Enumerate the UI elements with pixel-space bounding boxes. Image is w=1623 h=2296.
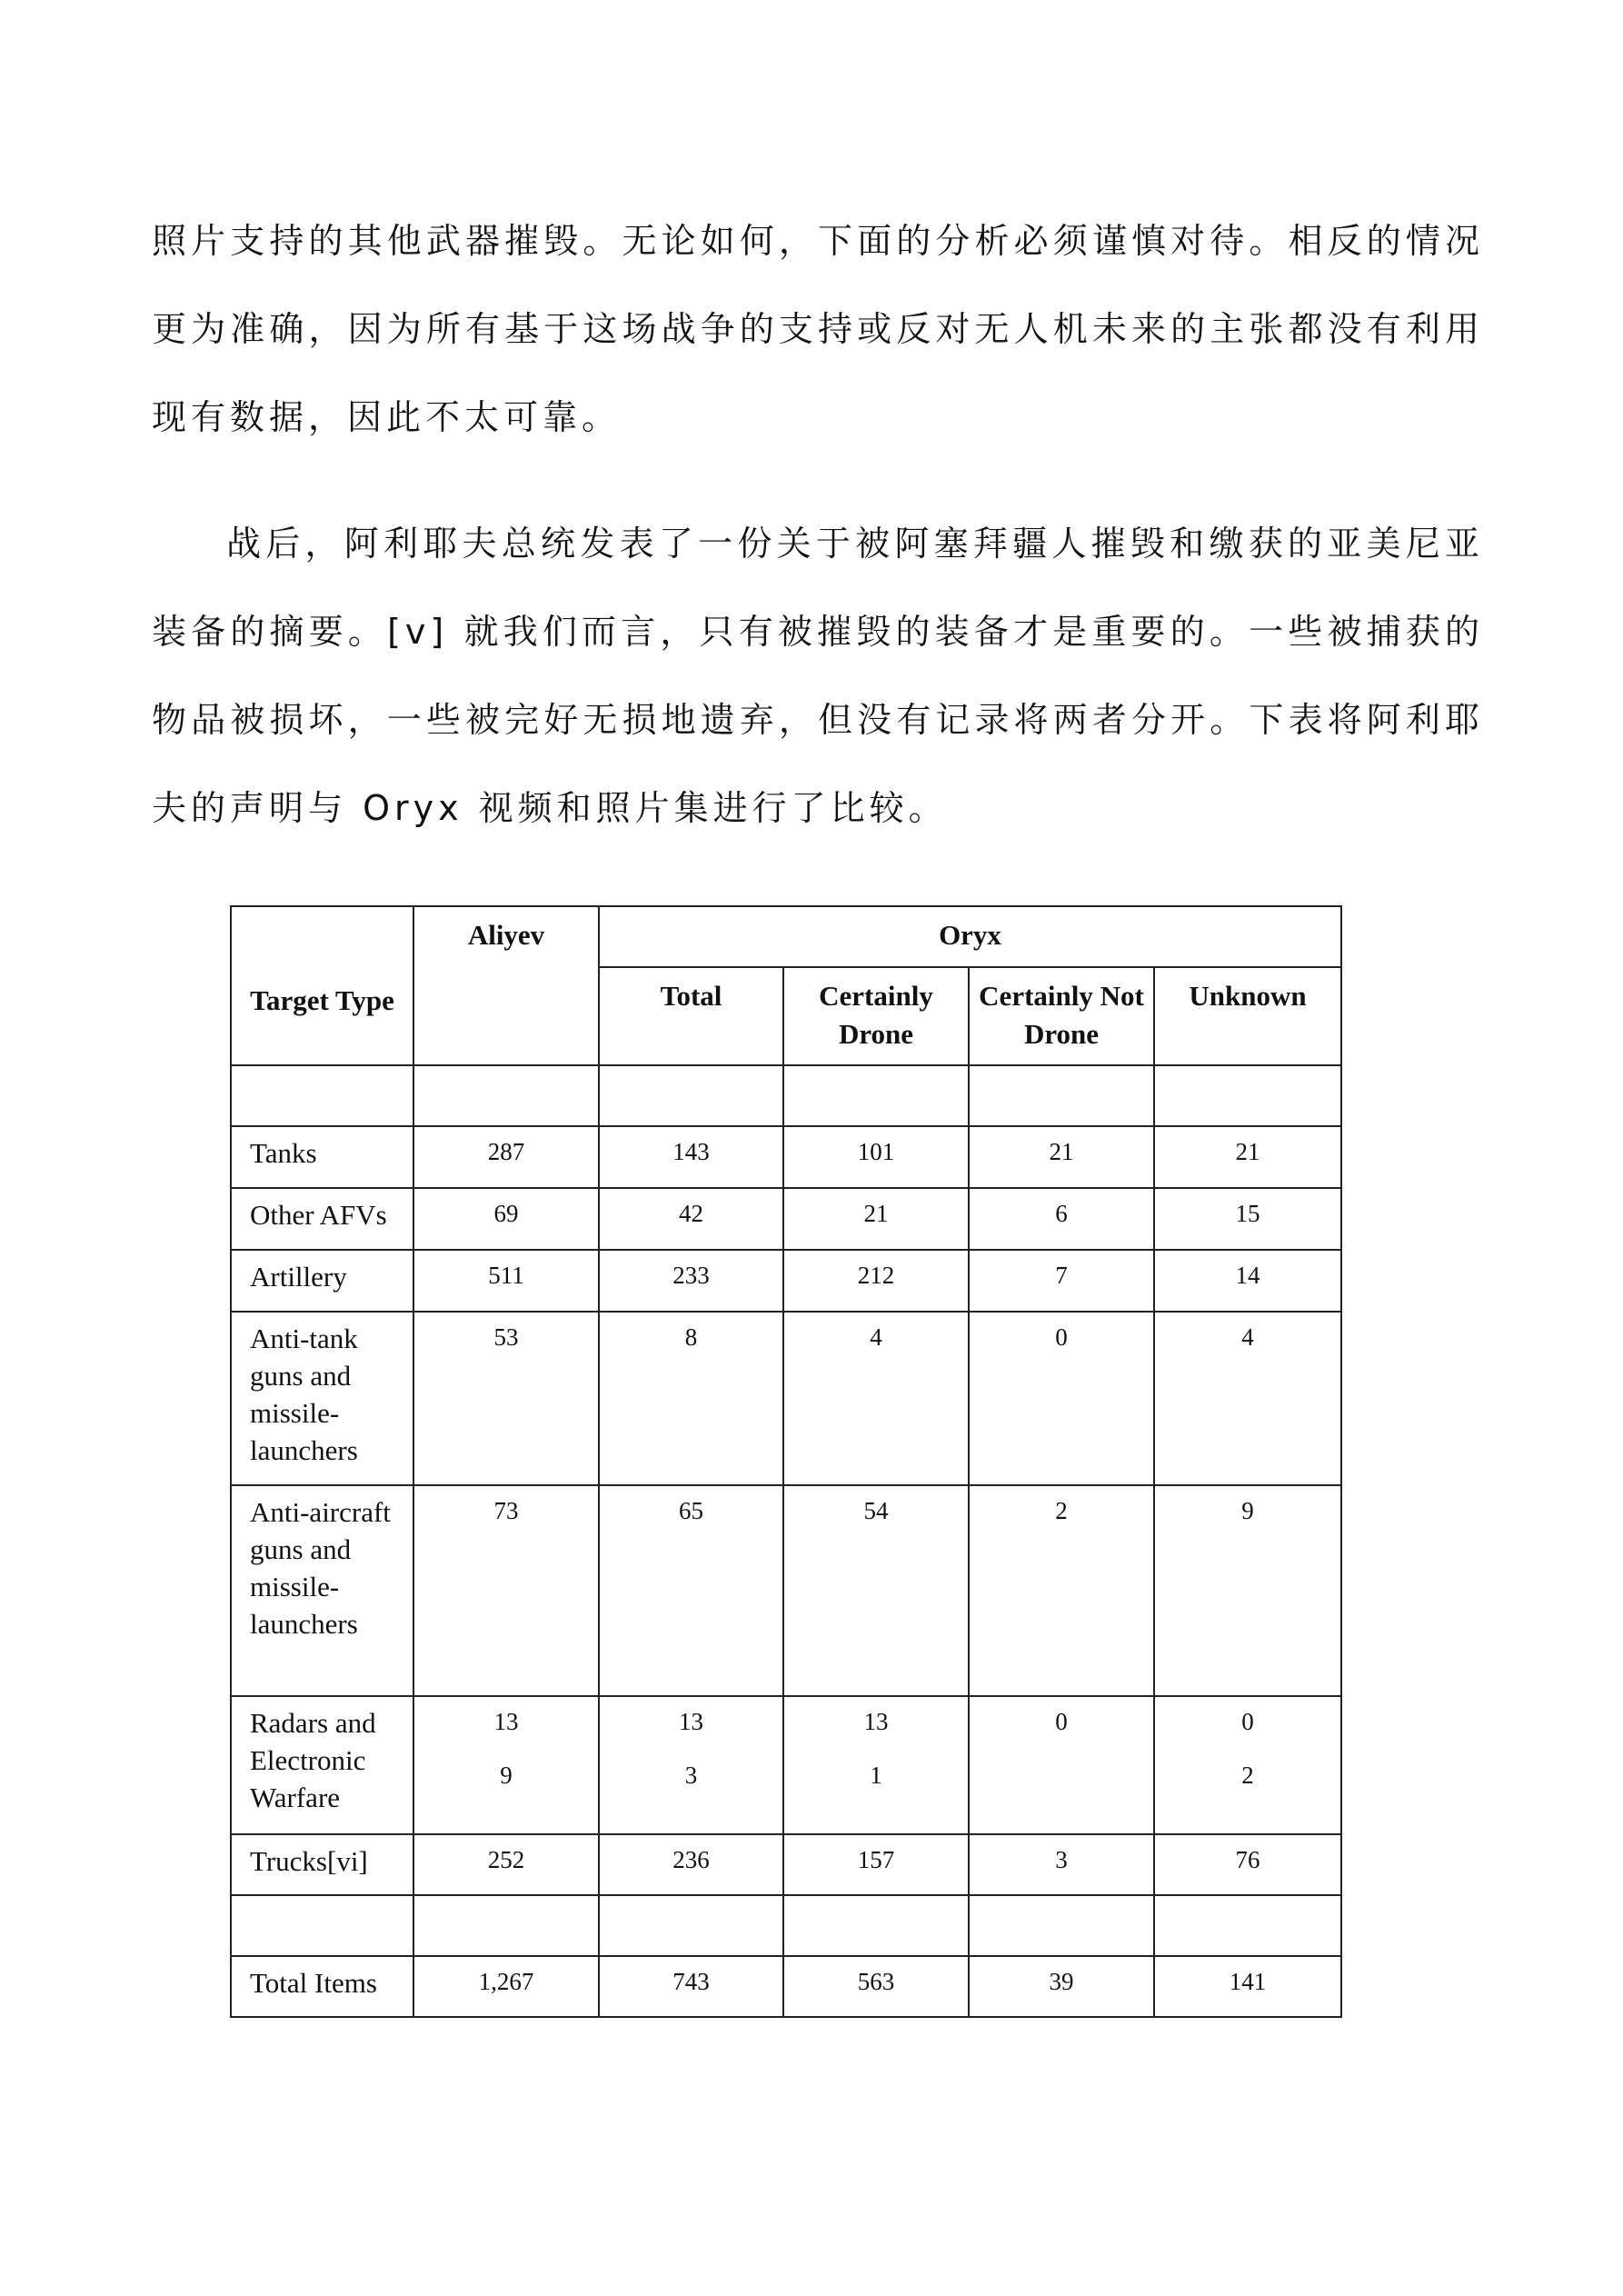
comparison-table <box>230 905 1342 2018</box>
cell-certainly-not-drone: 3 <box>969 1834 1154 1895</box>
header-target-type: Target Type <box>231 906 413 1065</box>
cell-certainly-not-drone: 6 <box>969 1188 1154 1250</box>
header-oryx: Oryx <box>599 906 1341 967</box>
header-certainly-drone: Certainly Drone <box>783 967 969 1065</box>
cell-total: 236 <box>599 1834 783 1895</box>
body-paragraph-1: 照片支持的其他武器摧毁。无论如何，下面的分析必须谨慎对待。相反的情况更为准确，因为所有基于这场战争的支持或反对无人机未来的主张都没有利用现有数据，因此不太可靠。 <box>152 221 1484 437</box>
cell-certainly-drone <box>783 1696 969 1834</box>
table-total-row <box>231 1956 1341 2017</box>
cell-unknown <box>1154 1696 1341 1834</box>
cell-unknown: 9 <box>1154 1485 1341 1696</box>
cell-total: 143 <box>599 1126 783 1188</box>
table-spacer-row <box>231 1065 1341 1126</box>
cell-certainly-not-drone: 0 <box>969 1312 1154 1485</box>
cell-certainly-drone: 563 <box>783 1956 969 2017</box>
header-unknown: Unknown <box>1154 967 1341 1065</box>
cell-aliyev <box>413 1696 599 1834</box>
cell-certainly-not-drone: 7 <box>969 1250 1154 1312</box>
row-label: Trucks[vi] <box>231 1834 413 1895</box>
table-row <box>231 1312 1341 1485</box>
cell-certainly-not-drone <box>969 1696 1154 1834</box>
table-row <box>231 1485 1341 1696</box>
cell-certainly-not-drone: 21 <box>969 1126 1154 1188</box>
cell-line: 0 <box>1241 1708 1254 1735</box>
cell-certainly-drone: 21 <box>783 1188 969 1250</box>
cell-total: 42 <box>599 1188 783 1250</box>
cell-line: 3 <box>684 1762 698 1789</box>
row-label: Anti-aircraft guns and missile-launchers <box>231 1485 413 1696</box>
cell-unknown: 76 <box>1154 1834 1341 1895</box>
cell-certainly-drone: 4 <box>783 1312 969 1485</box>
cell-line: 13 <box>863 1708 889 1735</box>
cell-total: 233 <box>599 1250 783 1312</box>
cell-unknown: 4 <box>1154 1312 1341 1485</box>
cell-total: 8 <box>599 1312 783 1485</box>
cell-line: 13 <box>679 1708 703 1735</box>
table-row <box>231 1250 1341 1312</box>
cell-aliyev: 252 <box>413 1834 599 1895</box>
cell-aliyev: 53 <box>413 1312 599 1485</box>
table-row <box>231 1126 1341 1188</box>
row-label: Total Items <box>231 1956 413 2017</box>
cell-line: 2 <box>1241 1762 1254 1789</box>
cell-total <box>599 1696 783 1834</box>
row-label: Artillery <box>231 1250 413 1312</box>
cell-total: 743 <box>599 1956 783 2017</box>
table-row <box>231 1188 1341 1250</box>
cell-certainly-not-drone: 2 <box>969 1485 1154 1696</box>
cell-certainly-drone: 157 <box>783 1834 969 1895</box>
cell-line: 1 <box>870 1762 882 1789</box>
row-label: Anti-tank guns and missile-launchers <box>231 1312 413 1485</box>
table-row <box>231 1696 1341 1834</box>
row-label: Other AFVs <box>231 1188 413 1250</box>
cell-unknown: 14 <box>1154 1250 1341 1312</box>
row-label: Tanks <box>231 1126 413 1188</box>
cell-aliyev: 69 <box>413 1188 599 1250</box>
body-paragraph-2: 战后，阿利耶夫总统发表了一份关于被阿塞拜疆人摧毁和缴获的亚美尼亚装备的摘要。[v] 就我们而言，只有被摧毁的装备才是重要的。一些被捕获的物品被损坏，一些被完好无损地遗弃，但没有记录将两者分开。下表将阿利耶夫的声明与 Oryx 视频和照片集进行了比较。 <box>152 524 1484 828</box>
cell-aliyev: 1,267 <box>413 1956 599 2017</box>
cell-certainly-drone: 101 <box>783 1126 969 1188</box>
cell-aliyev: 511 <box>413 1250 599 1312</box>
header-total: Total <box>599 967 783 1065</box>
cell-certainly-not-drone: 39 <box>969 1956 1154 2017</box>
header-certainly-not-drone: Certainly Not Drone <box>969 967 1154 1065</box>
cell-aliyev: 287 <box>413 1126 599 1188</box>
cell-aliyev: 73 <box>413 1485 599 1696</box>
cell-line: 0 <box>1055 1708 1068 1735</box>
row-label: Radars and Electronic Warfare <box>231 1696 413 1834</box>
table-spacer-row <box>231 1895 1341 1956</box>
header-aliyev: Aliyev <box>413 906 599 1065</box>
cell-line: 13 <box>493 1708 519 1735</box>
cell-total: 65 <box>599 1485 783 1696</box>
cell-certainly-drone: 212 <box>783 1250 969 1312</box>
cell-unknown: 141 <box>1154 1956 1341 2017</box>
cell-unknown: 21 <box>1154 1126 1341 1188</box>
table-row <box>231 1834 1341 1895</box>
cell-certainly-drone: 54 <box>783 1485 969 1696</box>
cell-unknown: 15 <box>1154 1188 1341 1250</box>
cell-line: 9 <box>500 1762 513 1789</box>
